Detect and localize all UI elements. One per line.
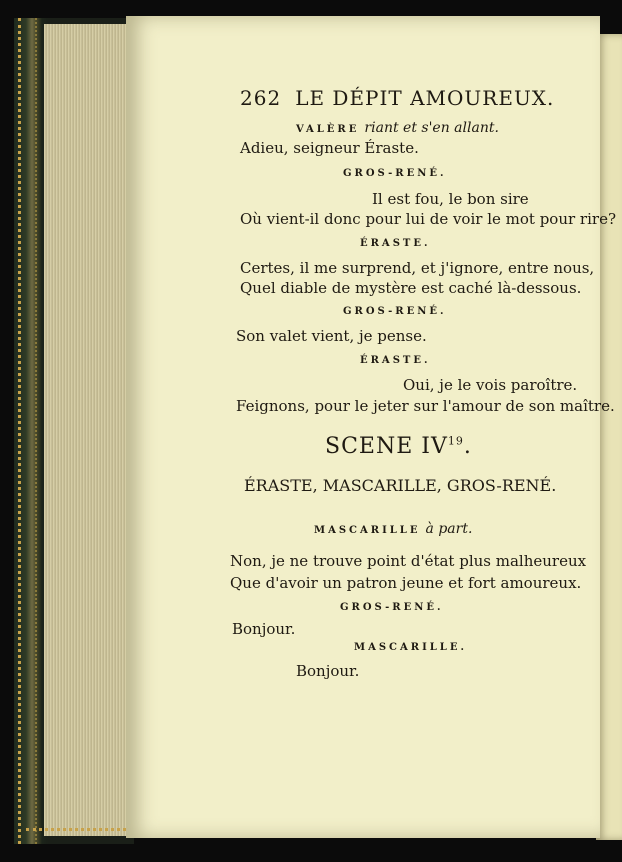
- speaker-eraste: ÉRASTE.: [360, 355, 431, 366]
- verse-line: Que d'avoir un patron jeune et fort amoureux.: [230, 574, 582, 592]
- running-header: [240, 86, 554, 110]
- verse-line: Feignons, pour le jeter sur l'amour de son maître.: [236, 397, 615, 415]
- gilt-edge-decoration: [18, 18, 37, 844]
- verse-line: Oui, je le vois paroître.: [403, 376, 578, 394]
- speaker-gros-rene: GROS-RENÉ.: [343, 168, 447, 179]
- verse-line: Bonjour.: [296, 662, 360, 680]
- speaker-gros-rene: GROS-RENÉ.: [340, 602, 444, 613]
- verse-line: Quel diable de mystère est caché là-dessous.: [240, 279, 582, 297]
- verse-line: Bonjour.: [232, 620, 296, 638]
- scene-heading: SCENE IV$^{19}$.: [325, 434, 472, 459]
- verse-line: Certes, il me surprend, et j'ignore, entre nous,: [240, 259, 595, 277]
- speaker-gros-rene: GROS-RENÉ.: [343, 306, 447, 317]
- verse-line: Adieu, seigneur Éraste.: [240, 139, 419, 157]
- stage-direction: riant et s'en allant.: [364, 120, 499, 136]
- speaker-eraste: ÉRASTE.: [360, 238, 431, 249]
- speaker-mascarille: MASCARILLE à part.: [314, 521, 473, 537]
- verse-line: Non, je ne trouve point d'état plus malheureux: [230, 552, 587, 570]
- verse-line: Son valet vient, je pense.: [236, 327, 427, 345]
- page-edges: [44, 24, 136, 836]
- scene-characters: ÉRASTE, MASCARILLE, GROS-RENÉ.: [244, 476, 557, 495]
- running-title: LE DÉPIT AMOUREUX.: [295, 86, 555, 110]
- speaker-mascarille: MASCARILLE.: [354, 642, 467, 653]
- page-number: 262: [240, 86, 282, 110]
- speaker-valere: VALÈRE riant et s'en allant.: [296, 120, 499, 136]
- verse-line: Il est fou, le bon sire: [372, 190, 529, 208]
- footnote-mark: 19: [447, 434, 464, 448]
- stage-direction: à part.: [425, 521, 473, 537]
- verse-line: Où vient-il donc pour lui de voir le mot pour rire?: [240, 210, 616, 228]
